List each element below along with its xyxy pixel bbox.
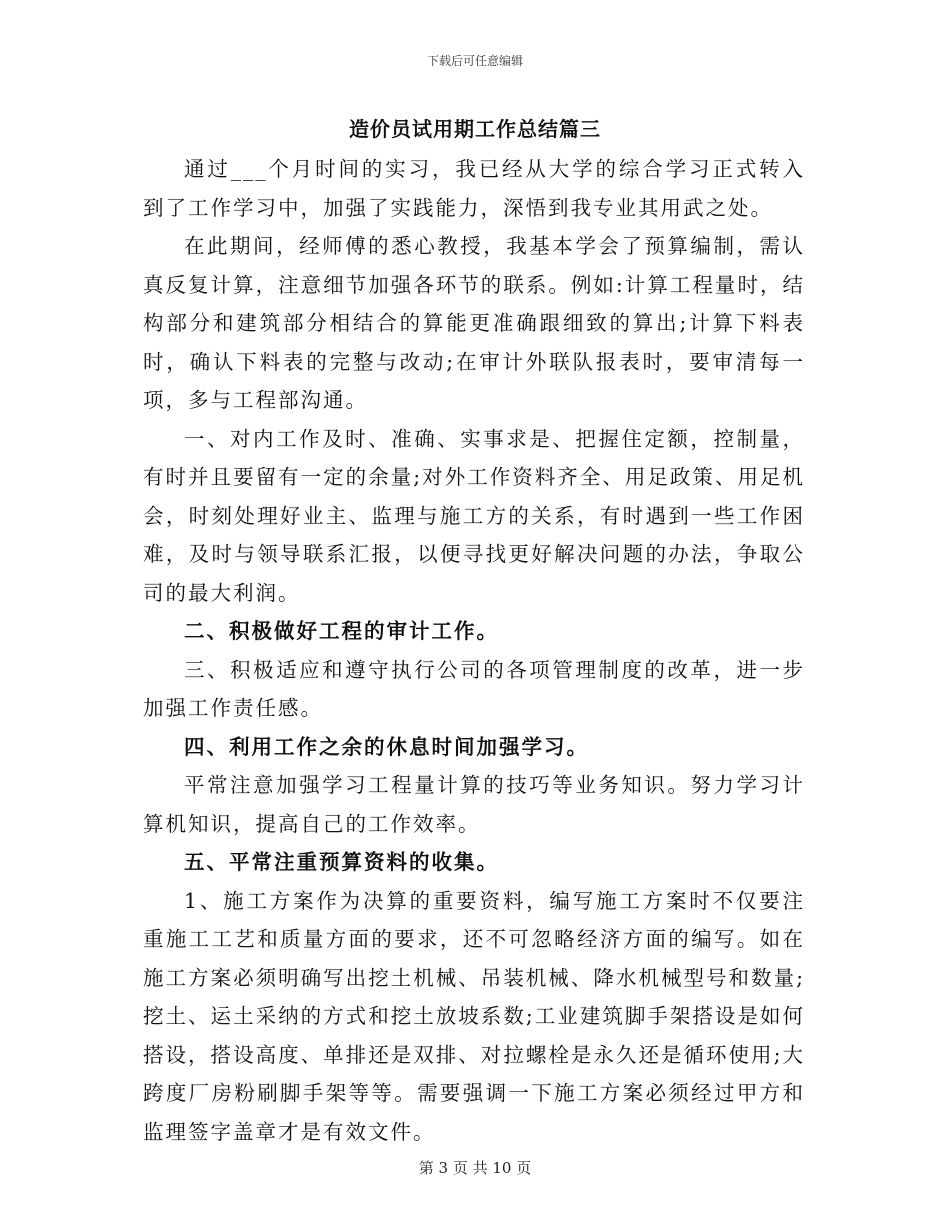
section-heading: 四、利用工作之余的休息时间加强学习。 [184,734,589,759]
document-title: 造价员试用期工作总结篇三 [349,117,601,141]
paragraph: 通过___个月时间的实习，我已经从大学的综合学习正式转入到了工作学习中，加强了实践能力，深悟到我专业其用武之处。 [143,157,805,220]
document-body [143,150,805,1151]
paragraph: 1、施工方案作为决算的重要资料，编写施工方案时不仅要注重施工工艺和质量方面的要求，还不可忽略经济方面的编写。如在施工方案必须明确写出挖土机械、吊装机械、降水机械型号和数量;挖土、运土采纳的方式和挖土放坡系数;工业建筑脚手架搭设是如何搭设，搭设高度、单排还是双排、对拉螺栓是永久还是循环使用;大跨度厂房粉刷脚手架等等。需要强调一下施工方案必须经过甲方和监理签字盖章才是有效文件。 [143,888,805,1144]
page-header: 下载后可任意编辑 [426,54,523,68]
page-footer: 第 3 页 共 10 页 [418,1159,532,1177]
paragraph: 平常注意加强学习工程量计算的技巧等业务知识。努力学习计算机知识，提高自己的工作效率。 [143,773,805,836]
paragraph: 三、积极适应和遵守执行公司的各项管理制度的改革，进一步加强工作责任感。 [143,657,805,720]
section-heading: 五、平常注重预算资料的收集。 [184,850,499,874]
section-heading: 二、积极做好工程的审计工作。 [184,619,499,643]
paragraph: 一、对内工作及时、准确、实事求是、把握住定额，控制量，有时并且要留有一定的余量;对外工作资料齐全、用足政策、用足机会，时刻处理好业主、监理与施工方的关系，有时遇到一些工作困难，及时与领导联系汇报，以便寻找更好解决问题的办法，争取公司的最大利润。 [143,426,805,605]
paragraph: 在此期间，经师傅的悉心教授，我基本学会了预算编制，需认真反复计算，注意细节加强各环节的联系。例如:计算工程量时，结构部分和建筑部分相结合的算能更准确跟细致的算出;计算下料表时，确认下料表的完整与改动;在审计外联队报表时，要审清每一项，多与工程部沟通。 [143,234,805,412]
